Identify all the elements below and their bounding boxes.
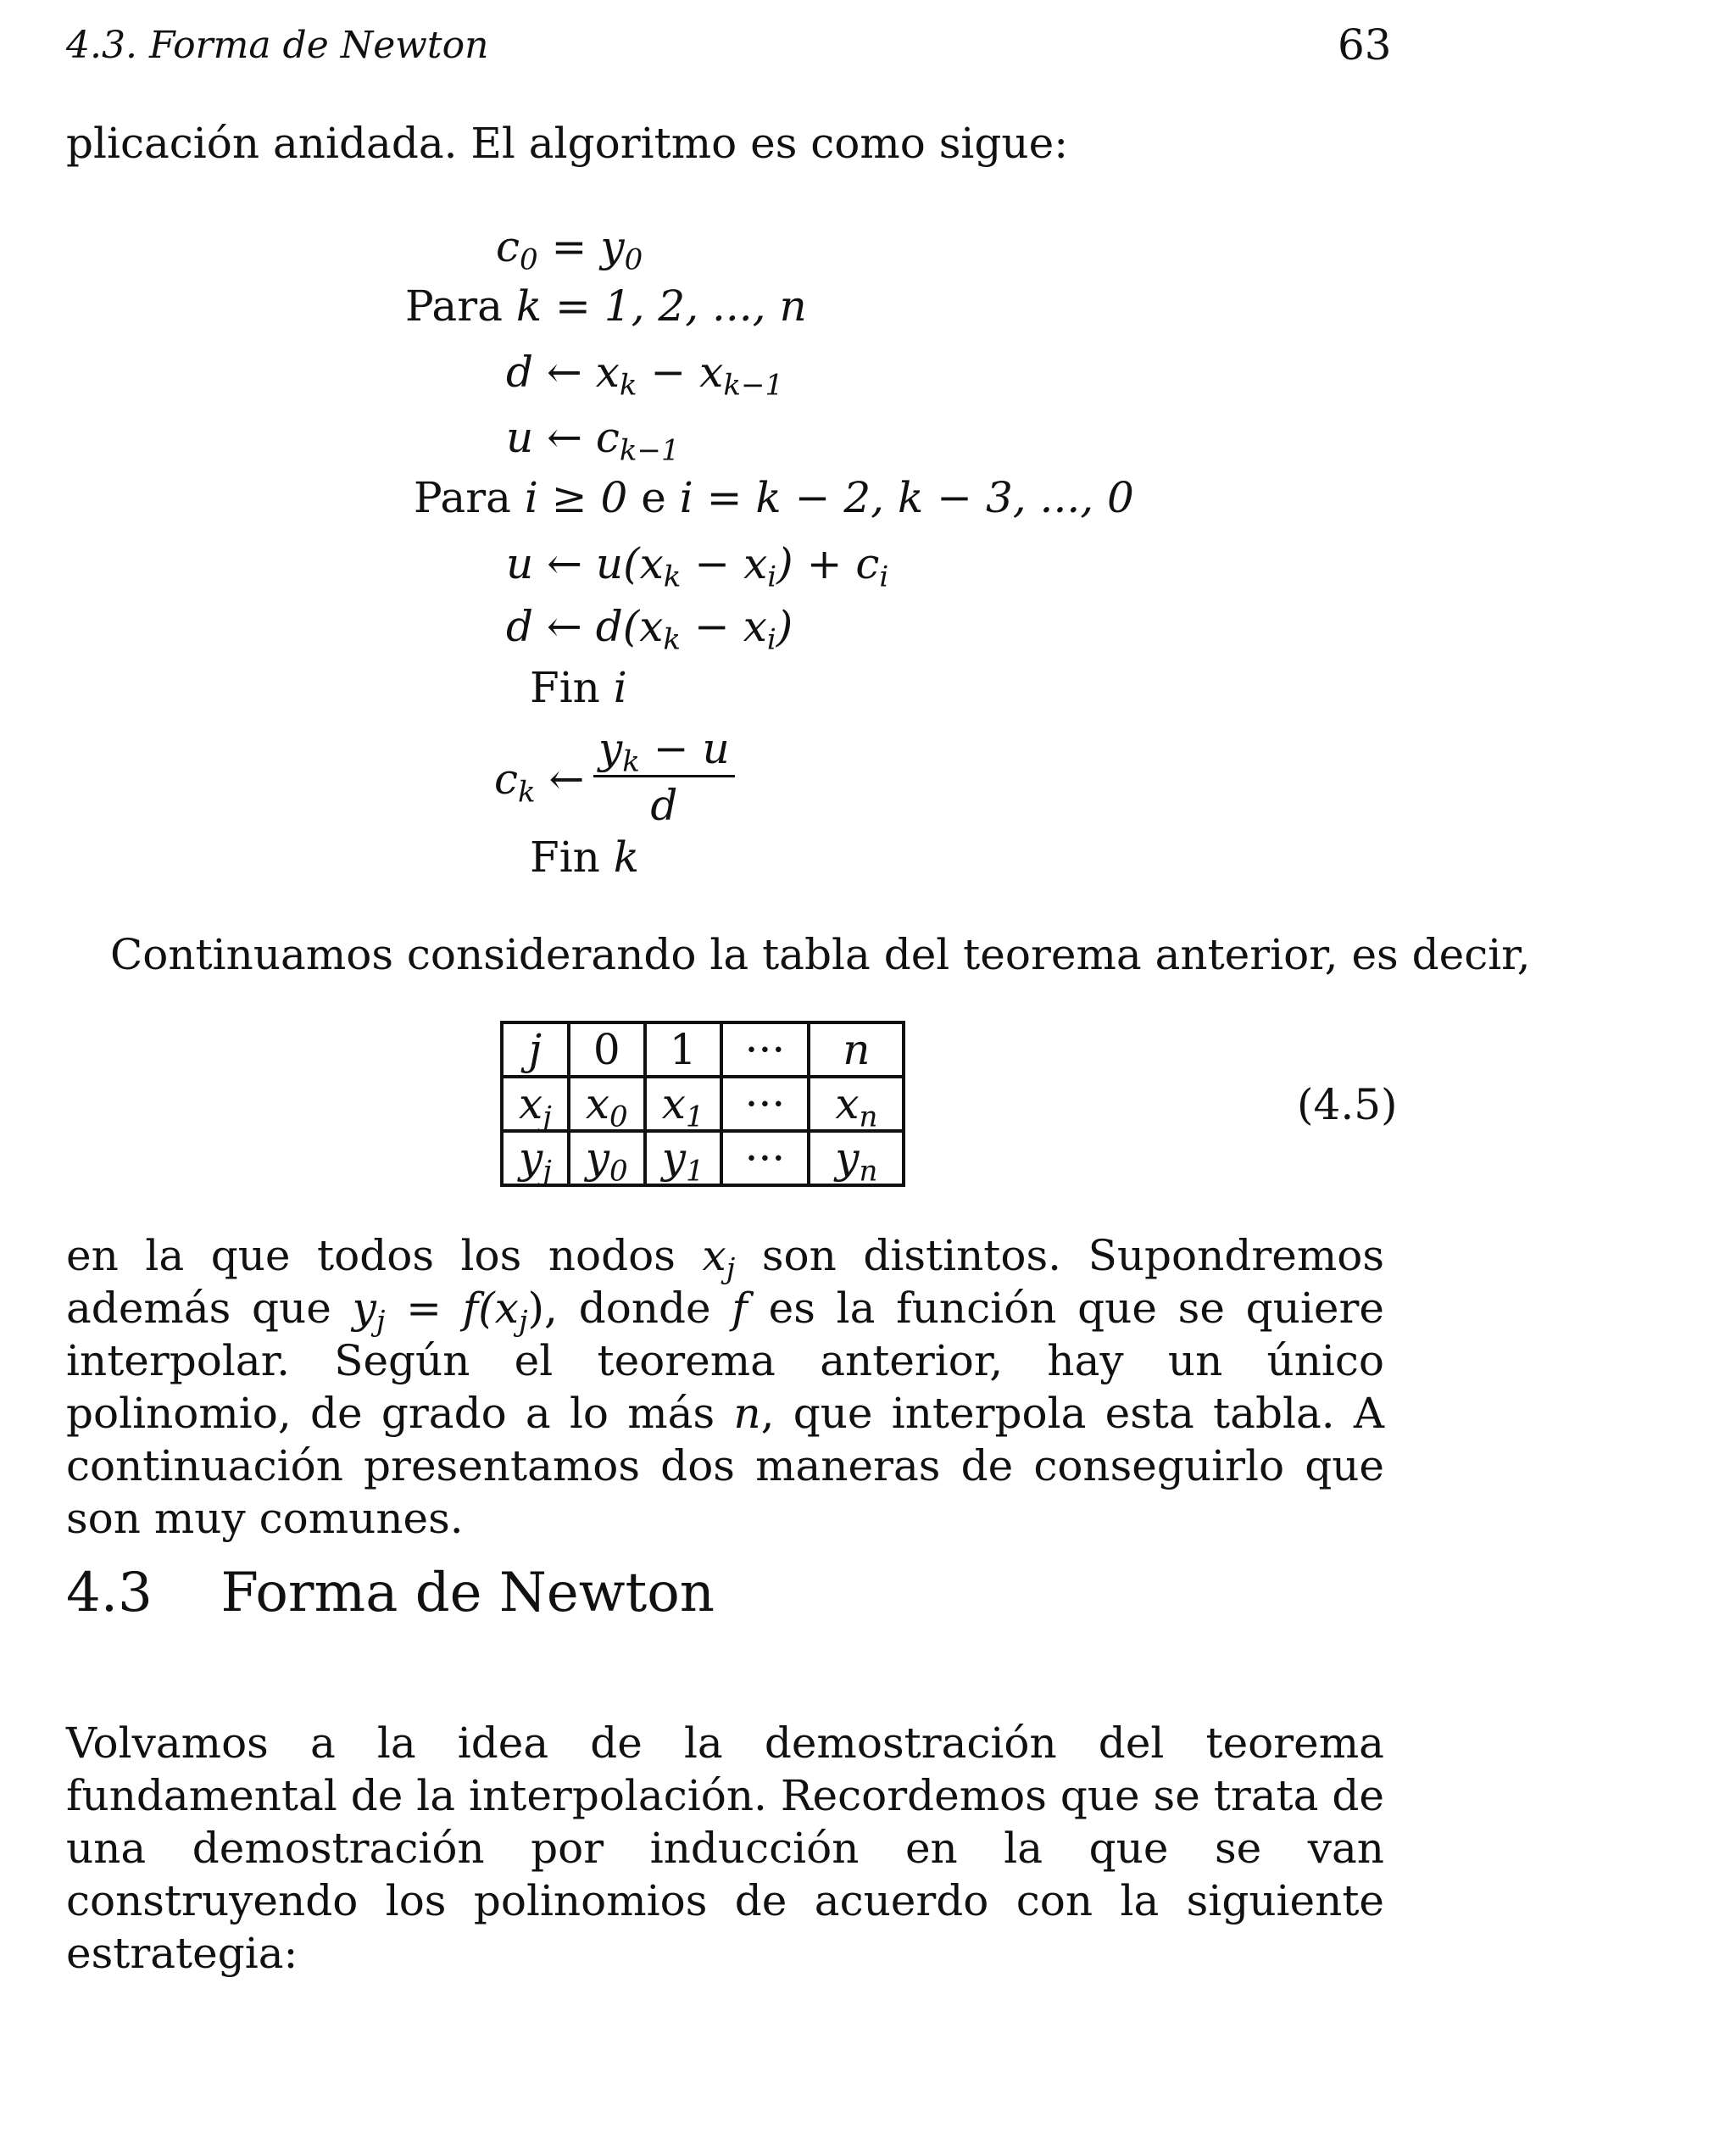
math-n: n bbox=[733, 1389, 761, 1438]
algo-conjunction: e bbox=[641, 473, 666, 522]
math-subscript: j bbox=[519, 1304, 528, 1339]
fraction-denominator: d bbox=[650, 781, 678, 830]
math-f: f bbox=[732, 1284, 748, 1333]
algo-math: i = k − 2, k − 3, ..., 0 bbox=[679, 473, 1134, 522]
algo-line-10 bbox=[530, 833, 639, 882]
table-cell: ··· bbox=[721, 1131, 810, 1185]
table-cell: 0 bbox=[569, 1022, 645, 1077]
algo-line-7: d ← $d(x_k - x_i)$ bbox=[506, 602, 793, 657]
algo-line-1: $c_0 = y_0$ bbox=[496, 222, 643, 277]
table-cell: $y_1$ bbox=[645, 1131, 721, 1185]
algo-keyword: Para bbox=[414, 473, 511, 522]
algo-fraction bbox=[593, 724, 735, 830]
algo-line-4: u ← $c_{k-1}$ bbox=[506, 413, 680, 468]
table-cell: ··· bbox=[721, 1077, 810, 1131]
table-cell: $y_n$ bbox=[809, 1131, 904, 1185]
algo-line-9-lhs: $c_k$ ← bbox=[494, 755, 585, 810]
math-xj bbox=[702, 1231, 736, 1286]
math-eq bbox=[352, 1284, 558, 1339]
section-number: 4.3 bbox=[66, 1562, 153, 1624]
fraction-numerator: $y_k - u$ bbox=[593, 724, 735, 777]
text-run: , que interpola esta tabla. A continuación presentamos dos maneras de conseguirlo que son muy comunes. bbox=[66, 1389, 1384, 1543]
table-row bbox=[502, 1131, 904, 1185]
algo-line-8 bbox=[530, 663, 627, 712]
text-run: en la que todos los nodos bbox=[66, 1231, 676, 1280]
algo-keyword: Para bbox=[405, 281, 503, 331]
table-cell: $y_0$ bbox=[569, 1131, 645, 1185]
table-cell: $y_j$ bbox=[502, 1131, 569, 1185]
math-symbol: y bbox=[352, 1284, 376, 1333]
table-cell: j bbox=[502, 1022, 569, 1077]
table-row bbox=[502, 1077, 904, 1131]
math-subscript: j bbox=[376, 1304, 386, 1339]
algo-line-5 bbox=[414, 473, 1134, 522]
intro-line: plicación anidada. El algoritmo es como sigue: bbox=[66, 119, 1069, 168]
algo-line-3: d ← $x_k - x_{k-1}$ bbox=[506, 348, 784, 403]
table-cell: 1 bbox=[645, 1022, 721, 1077]
table-cell: $x_n$ bbox=[809, 1077, 904, 1131]
algo-math: k = 1, 2, ..., n bbox=[515, 281, 807, 331]
text-run: son distintos. Supondremos además que bbox=[66, 1231, 1385, 1333]
algo-var: i bbox=[613, 663, 627, 712]
math-symbol: = f(x bbox=[406, 1284, 519, 1333]
algo-line-6: u ← $u(x_k - x_i) + c_i$ bbox=[506, 539, 889, 594]
table-cell: $x_j$ bbox=[502, 1077, 569, 1131]
table-cell: $x_1$ bbox=[645, 1077, 721, 1131]
paragraph-1 bbox=[66, 1229, 1384, 1545]
text-run: es la función que se quiere interpolar. Según el teorema anterior, hay un único polinomio, de grado a lo más bbox=[66, 1284, 1384, 1438]
equation-number: (4.5) bbox=[1297, 1080, 1398, 1129]
algo-keyword: Fin bbox=[530, 663, 600, 712]
math-symbol: ), bbox=[527, 1284, 558, 1333]
algo-keyword: Fin bbox=[530, 833, 600, 882]
algo-math: i ≥ 0 bbox=[524, 473, 628, 522]
table-cell: ··· bbox=[721, 1022, 810, 1077]
math-symbol: x bbox=[702, 1231, 726, 1280]
page-number: 63 bbox=[1338, 20, 1392, 70]
table-cell: n bbox=[809, 1022, 904, 1077]
algo-var: k bbox=[613, 833, 640, 882]
nodes-table bbox=[500, 1021, 905, 1187]
math-subscript: j bbox=[726, 1251, 736, 1286]
table-cell: $x_0$ bbox=[569, 1077, 645, 1131]
section-title: Forma de Newton bbox=[220, 1562, 715, 1624]
paragraph-2: Volvamos a la idea de la demostración del teorema fundamental de la interpolación. Recordemos que se trata de una demostración por inducción en la que se van construyendo los polinomios de acuerdo con la siguiente estrategia: bbox=[66, 1718, 1384, 1978]
continue-line: Continuamos considerando la tabla del teorema anterior, es decir, bbox=[110, 930, 1531, 979]
text-run: donde bbox=[578, 1284, 711, 1333]
algo-line-2 bbox=[405, 281, 807, 331]
table-row bbox=[502, 1022, 904, 1077]
section-heading bbox=[66, 1562, 715, 1624]
running-header: 4.3. Forma de Newton bbox=[66, 24, 489, 67]
